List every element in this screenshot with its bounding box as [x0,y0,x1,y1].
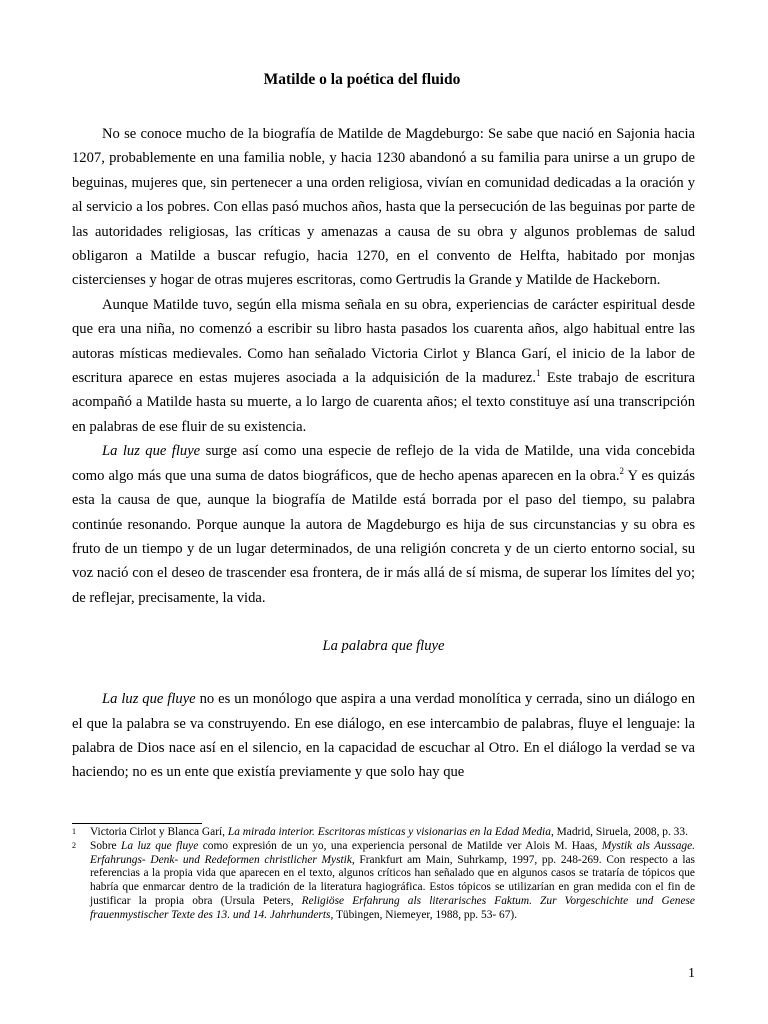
footnote-text-part: , Tübingen, Niemeyer, 1988, pp. 53- 67). [330,908,518,921]
footnote-text-part: , Madrid, Siruela, 2008, p. 33. [550,826,688,838]
footnote-1 [72,826,695,840]
footnote-mark: 2 [72,840,76,850]
paragraph-4-text: no es un monólogo que aspira a una verdad monolítica y cerrada, sino un diálogo en el que la palabra se va construyendo. En ese diálogo, en ese intercambio de palabras, fluye el lenguaje: la palabra de Dios nace así en el silencio, en la capacidad de escuchar al Otro. En el diálogo la verdad se va haciendo; no es un ente que existía previamente y que solo hay que [72,691,695,781]
paragraph-3 [72,439,695,610]
footnote-2 [72,840,695,923]
footnote-text [90,826,695,840]
footnote-italic-title: La mirada interior. Escritoras místicas y visionarias en la Edad Media [227,826,551,838]
footnote-text [90,840,695,923]
footnote-ref-1[interactable]: 1 [536,368,541,379]
paragraph-4 [72,687,695,785]
paragraph-3-text-a: surge así como una especie de reflejo de la vida de Matilde, una vida concebida como algo más que una suma de datos biográficos, que de hecho apenas aparecen en la obra. [72,443,695,484]
book-title-italic: La luz que fluye [102,691,196,708]
paragraph-2-text-a: Aunque Matilde tuvo, según ella misma señala en su obra, experiencias de carácter espiritual desde que era una niña, no comenzó a escribir su libro hasta pasados los cuarenta años, algo habitual entre las autoras místicas medievales. Como han señalado Victoria Cirlot y Blanca Garí, el inicio de la labor de escritura aparece en estas mujeres asociada a la adquisición de la madurez. [72,296,695,387]
paragraph-2-text-b: Este trabajo de escritura acompañó a Matilde hasta su muerte, a lo largo de cuarenta años; el texto constituye así una transcripción en palabras de ese fluir de su existencia. [72,370,695,435]
document-page [72,0,695,1024]
footnote-mark: 1 [72,827,76,836]
paragraph-1: No se conoce mucho de la biografía de Matilde de Magdeburgo: Se sabe que nació en Sajonia hacia 1207, probablemente en una familia noble, y hacia 1230 abandonó a su familia para unirse a un grupo de beguinas, mujeres que, sin pertenecer a una orden religiosa, vivían en comunidad dedicadas a la oración y al servicio a los pobres. Con ellas pasó muchos años, hasta que la persecución de las beguinas por parte de las autoridades religiosas, las críticas y amenazas a causa de su obra y algunos problemas de salud obligaron a Matilde a buscar refugio, hacia 1270, en el convento de Helfta, habitado por monjas cistercienses y hogar de otras mujeres escritoras, como Gertrudis la Grande y Matilde de Hackeborn. [72,126,695,289]
footnote-text-part: Sobre [90,839,122,852]
book-title-italic: La luz que fluye [102,443,201,460]
body-text [72,122,695,785]
section-subtitle: La palabra que fluye [322,638,445,655]
footnote-italic-title: Mystik als Aussage. Erfahrungs- Denk- und Redeformen christlicher Mystik [90,839,695,866]
footnotes [72,826,695,923]
footnote-ref-2[interactable]: 2 [619,465,624,476]
footnote-text-part: Victoria Cirlot y Blanca Garí, [90,826,228,838]
footnote-italic-title: La luz que fluye [121,839,199,852]
page-title: Matilde o la poética del fluido [263,71,461,88]
footnote-italic-title: Religiöse Erfahrung als literarisches Faktum. Zur Vorgeschichte und Genese frauenmystischer Texte des 13. und 14. Jahrhunderts [90,894,695,921]
page-number: 1 [688,966,695,981]
footnote-text-part: como expresión de un yo, una experiencia personal de Matilde ver Alois M. Haas, [198,839,602,852]
footnote-separator [72,823,202,824]
paragraph-2 [72,293,695,439]
paragraph-3-text-b: Y es quizás esta la causa de que, aunque la biografía de Matilde está borrada por el paso del tiempo, su palabra continúe resonando. Porque aunque la autora de Magdeburgo es hija de sus circunstancias y su obra es fruto de un tiempo y de un lugar determinados, de una religión concreta y de un cierto entorno social, su voz nació con el deseo de trascender esa frontera, de ir más allá de sí misma, de superar los límites del yo; de reflejar, precisamente, la vida. [72,467,695,606]
footnote-text-part: , Frankfurt am Main, Suhrkamp, 1997, pp. 248-269. Con respecto a las referencias a la propia vida que aparecen en el texto, algunos críticos han señalado que en algunos casos se trataría de tópicos que habría que enmarcar dentro de la tradición de la literatura hagiográfica. Estos tópicos se utilizarían en gran medida con el fin de justificar la propia obra (Ursula Peters, [90,853,695,907]
